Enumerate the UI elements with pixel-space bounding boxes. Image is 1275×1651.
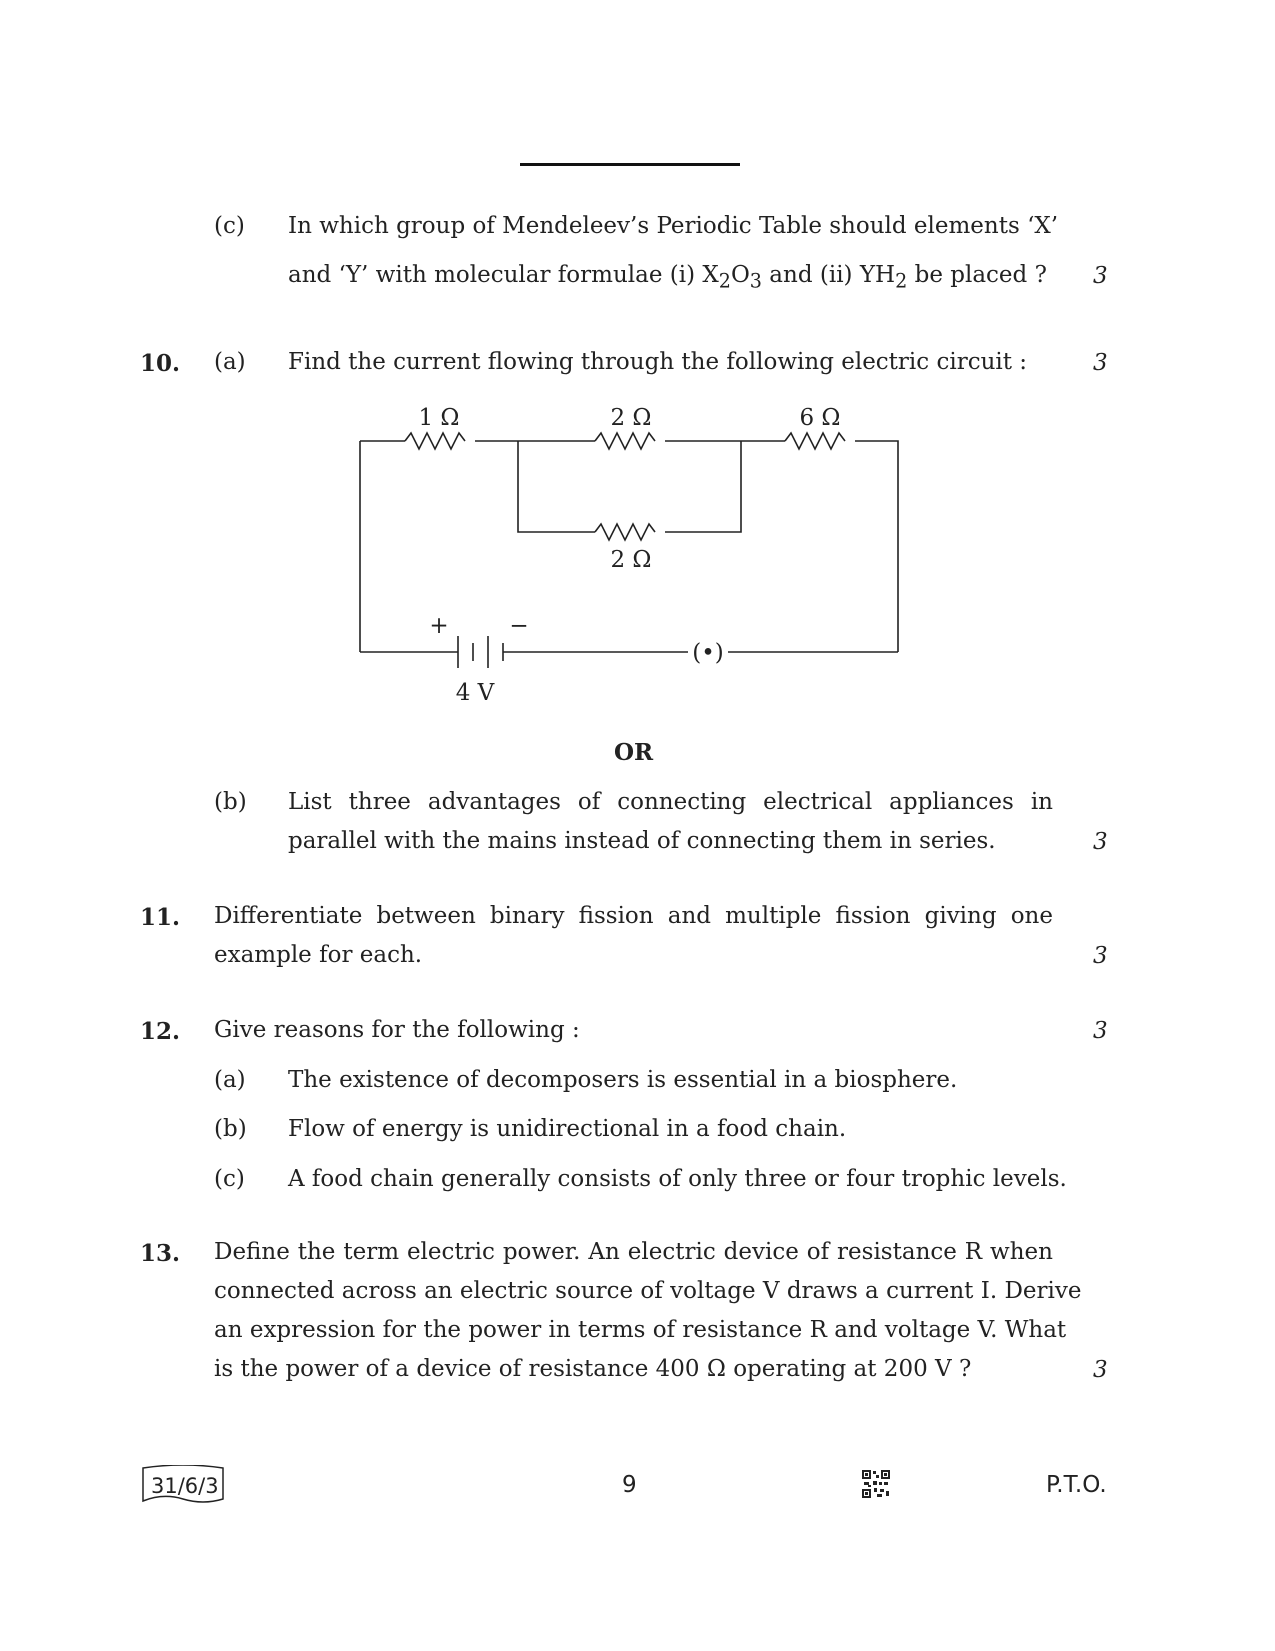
- q13-line4: is the power of a device of resistance 400 Ω operating at 200 V ?: [214, 1356, 972, 1382]
- resistor-1-ohm: [405, 433, 465, 449]
- q12-text: Give reasons for the following :: [214, 1017, 580, 1043]
- q12a-label: (a): [214, 1067, 246, 1093]
- q12b-label: (b): [214, 1116, 247, 1142]
- q10b-line1: List three advantages of connecting electrical appliances in: [288, 789, 1053, 815]
- wire-parallel-left: [518, 441, 595, 532]
- q12-number: 12.: [140, 1018, 181, 1045]
- key-symbol: (•): [692, 640, 724, 666]
- q9c-label: (c): [214, 213, 245, 239]
- resistor-2-ohm-bottom: [595, 524, 655, 540]
- q10a-text: Find the current flowing through the following electric circuit :: [288, 349, 1028, 375]
- q11-line1: Differentiate between binary fission and multiple fission giving one: [214, 903, 1053, 929]
- q13-line3: an expression for the power in terms of resistance R and voltage V. What: [214, 1317, 1067, 1343]
- q11-marks: 3: [1093, 943, 1108, 969]
- q9c-sub3: 2: [895, 269, 908, 293]
- q9c-line1: In which group of Mendeleev’s Periodic Table should elements ‘X’: [288, 213, 1059, 239]
- q12-marks: 3: [1093, 1018, 1108, 1044]
- q13-marks: 3: [1093, 1357, 1108, 1383]
- q10b-marks: 3: [1093, 829, 1108, 855]
- q10-number: 10.: [140, 350, 181, 377]
- q13-line2: connected across an electric source of voltage V draws a current I. Derive: [214, 1278, 1082, 1304]
- r3-label: 6 Ω: [799, 405, 841, 431]
- q11-line2: example for each.: [214, 942, 423, 968]
- wire-right: [855, 441, 898, 652]
- q12a-text: The existence of decomposers is essential in a biosphere.: [288, 1067, 958, 1093]
- pto-label: P.T.O.: [1046, 1472, 1107, 1498]
- wire-parallel-right: [665, 441, 741, 532]
- q9c-marks: 3: [1093, 263, 1108, 289]
- q10b-line2: parallel with the mains instead of connecting them in series.: [288, 828, 996, 854]
- resistor-6-ohm: [785, 433, 845, 449]
- paper-code: 31/6/3: [151, 1474, 219, 1498]
- q10b-label: (b): [214, 789, 247, 815]
- q10a-marks: 3: [1093, 350, 1108, 376]
- page-number: 9: [622, 1472, 637, 1498]
- battery-minus-label: −: [509, 613, 529, 639]
- q12b-text: Flow of energy is unidirectional in a food chain.: [288, 1116, 847, 1142]
- q10a-label: (a): [214, 349, 246, 375]
- r2-top-label: 2 Ω: [610, 405, 652, 431]
- resistor-2-ohm-top: [595, 433, 655, 449]
- q11-number: 11.: [140, 904, 181, 931]
- q9c-sub1: 2: [718, 269, 731, 293]
- qr-code-icon: [862, 1470, 890, 1498]
- q13-line1: Define the term electric power. An electric device of resistance R when: [214, 1239, 1053, 1265]
- q12c-text: A food chain generally consists of only three or four trophic levels.: [288, 1166, 1067, 1192]
- q13-number: 13.: [140, 1240, 181, 1267]
- q9c-sub2: 3: [749, 269, 762, 293]
- q12c-label: (c): [214, 1166, 245, 1192]
- battery-voltage-label: 4 V: [455, 680, 495, 706]
- r2-bottom-label: 2 Ω: [610, 547, 652, 573]
- q9c-line2: and ‘Y’ with molecular formulae (i) $X_2O_3$ and (ii) $YH_2$ be placed ?: [288, 262, 1047, 293]
- or-label: OR: [614, 739, 654, 766]
- r1-label: 1 Ω: [418, 405, 460, 431]
- paper-code-badge: [141, 1465, 225, 1505]
- battery-plus-label: +: [429, 613, 449, 639]
